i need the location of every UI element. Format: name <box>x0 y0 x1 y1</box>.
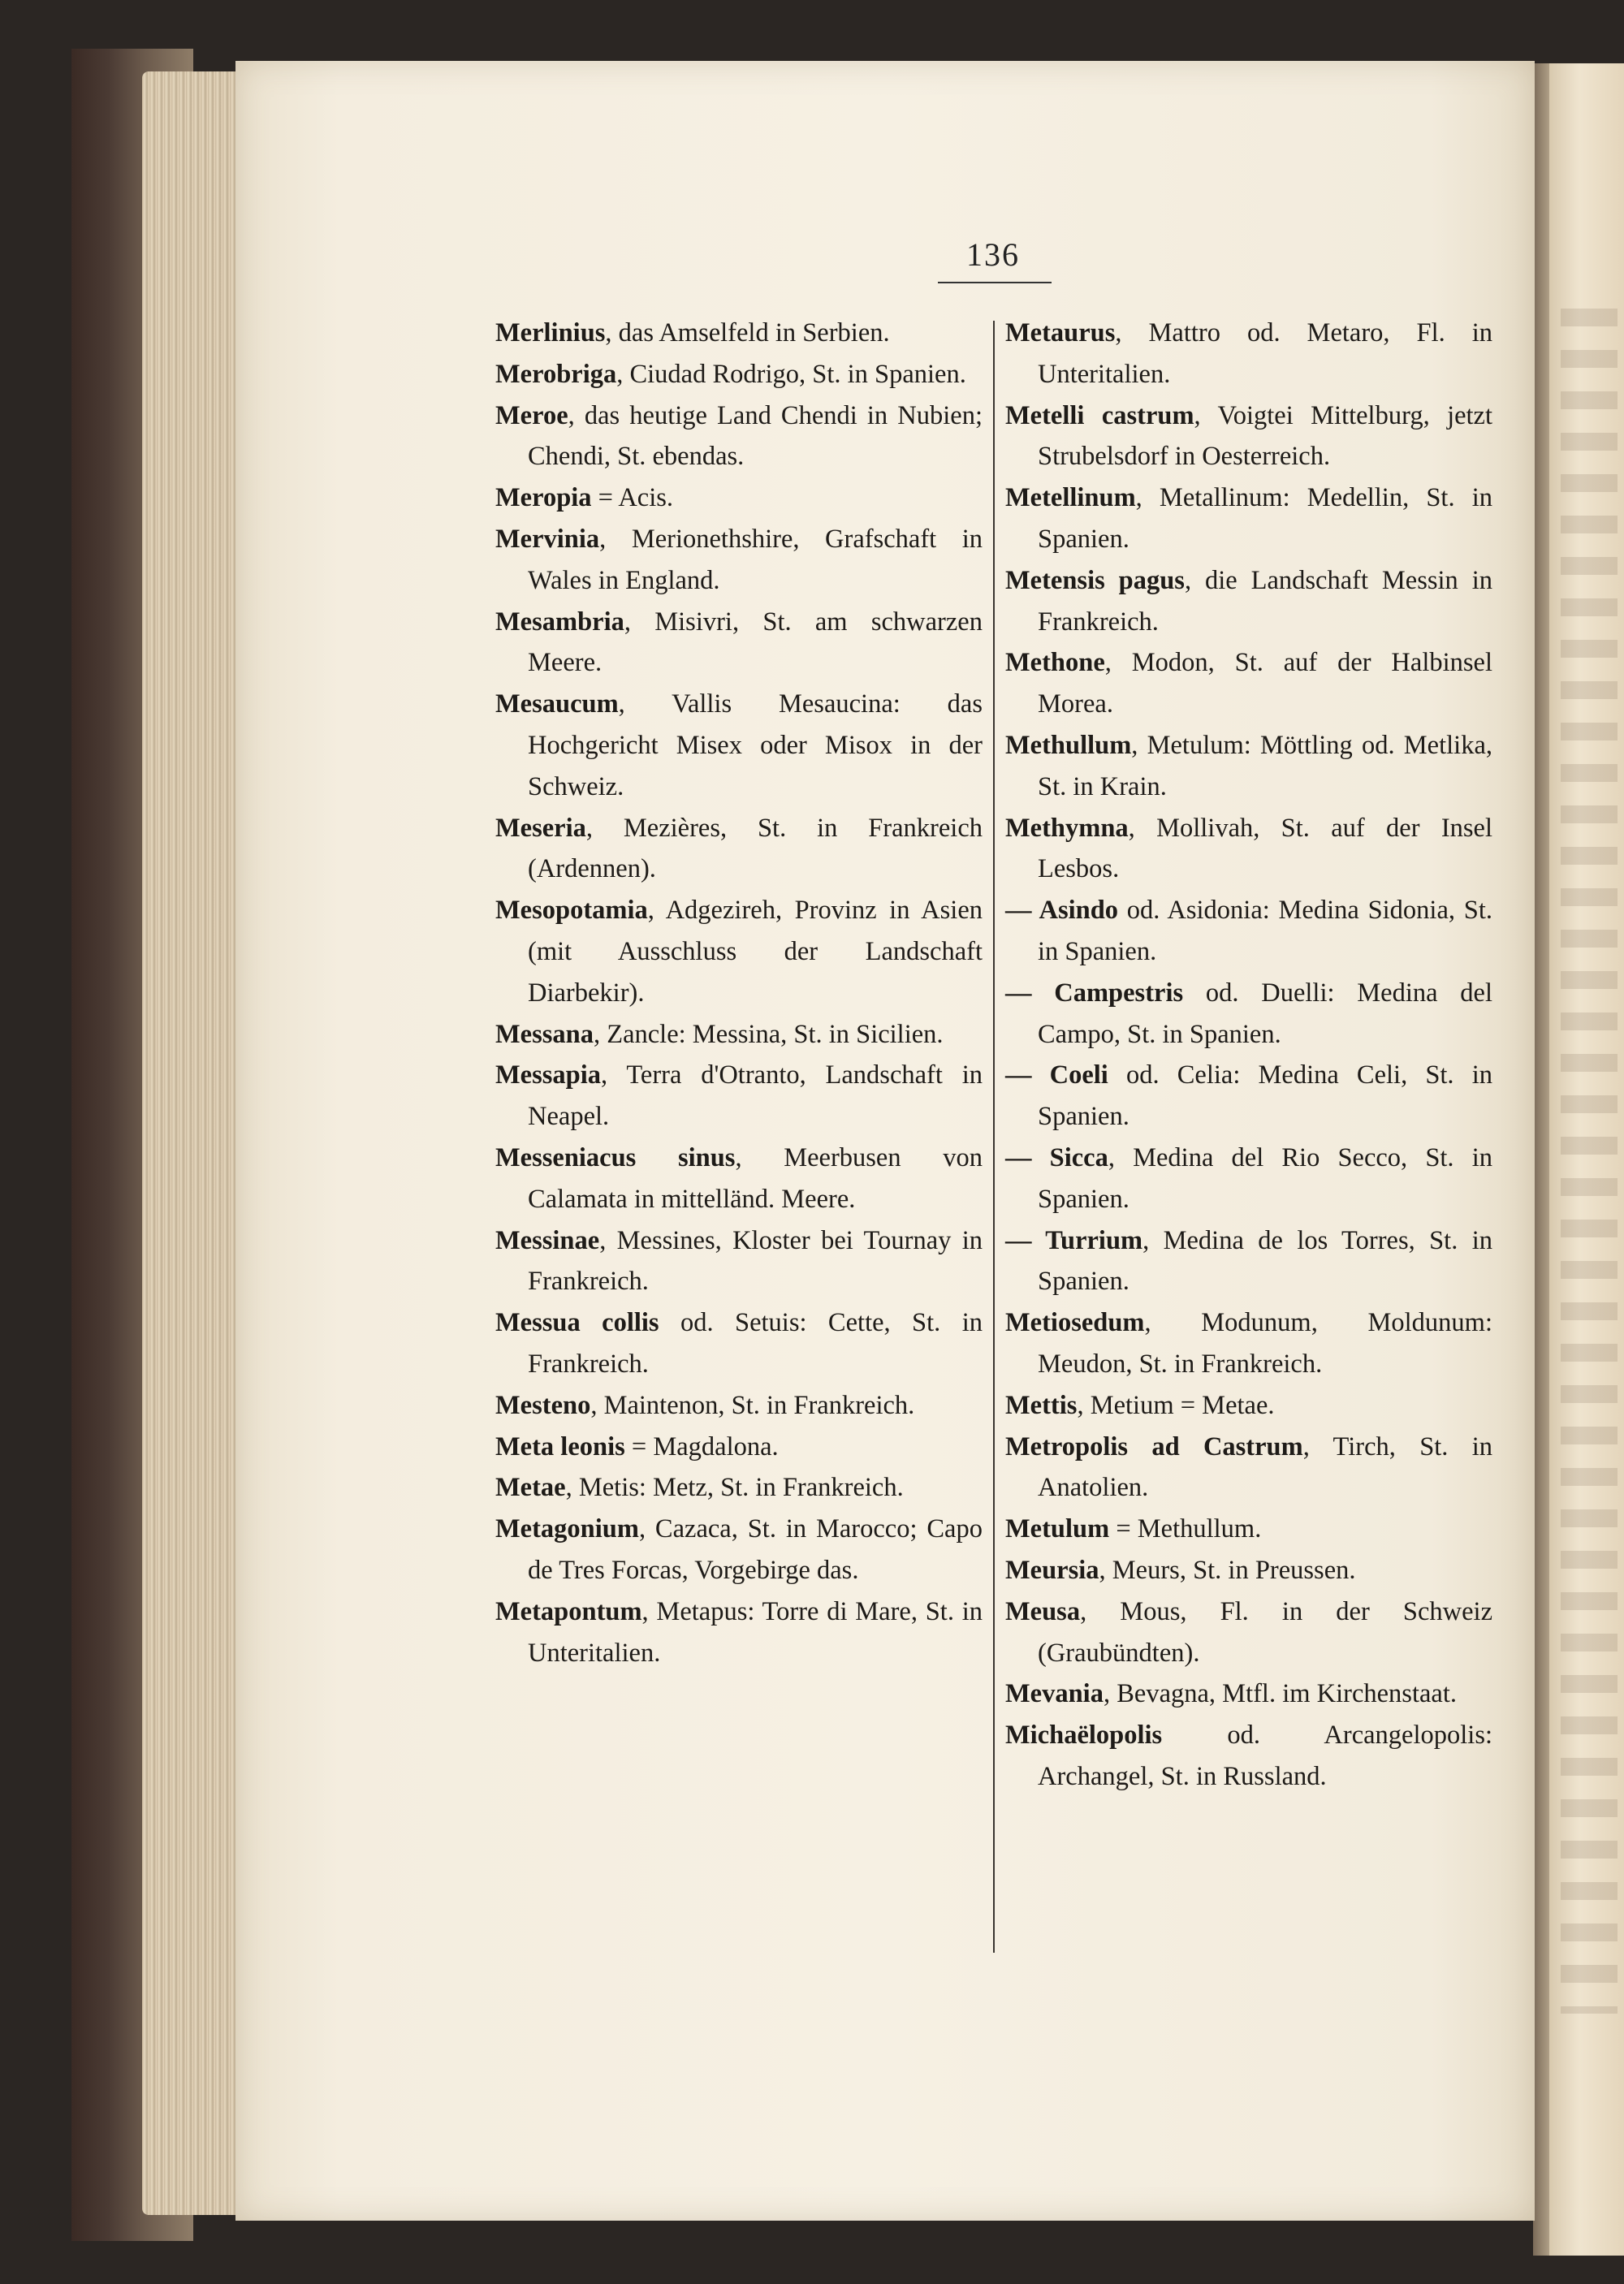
entry-text: , Cazaca, St. in Marocco; Capo de Tres Forcas, Vorgebirge das. <box>528 1514 983 1585</box>
right-column <box>1005 313 1492 1798</box>
entry-headword: Meropia <box>495 483 592 513</box>
entry-text: , Adgezireh, Provinz in Asien (mit Ausschluss der Landschaft Diarbekir). <box>528 896 983 1008</box>
entry-text: , Bevagna, Mtfl. im Kirchenstaat. <box>1103 1679 1457 1709</box>
entry-headword: Meusa <box>1005 1596 1081 1626</box>
dictionary-entry <box>1005 808 1492 891</box>
entry-text: , Metallinum: Medellin, St. in Spanien. <box>1038 483 1492 554</box>
dictionary-entry <box>495 890 983 1013</box>
entry-text: , Misivri, St. am schwarzen Meere. <box>528 607 983 678</box>
entry-headword: Merobriga <box>495 359 617 389</box>
column-divider <box>993 321 995 1953</box>
entry-headword: Meursia <box>1005 1555 1099 1585</box>
entry-text: , Metium = Metae. <box>1077 1390 1275 1420</box>
entry-headword: Metelli castrum <box>1005 400 1194 430</box>
dictionary-entry <box>495 1509 983 1591</box>
entry-text: , Mous, Fl. in der Schweiz (Graubündten). <box>1038 1596 1492 1668</box>
dictionary-entry <box>1005 1550 1492 1591</box>
entry-headword: Mevania <box>1005 1679 1104 1709</box>
entry-text: = Acis. <box>591 483 674 513</box>
entry-text: , Metapus: Torre di Mare, St. in Unteritalien. <box>528 1596 983 1668</box>
entry-text: , Voigtei Mittelburg, jetzt Strubelsdorf in Oesterreich. <box>1038 400 1493 472</box>
entry-text: , Messines, Kloster bei Tournay in Frankreich. <box>528 1225 983 1297</box>
dictionary-entry <box>1005 1673 1492 1715</box>
dictionary-entry <box>1005 890 1492 973</box>
entry-text: od. Arcangelopolis: Archangel, St. in Russland. <box>1038 1721 1492 1791</box>
entry-headword: Mesaucum <box>495 689 619 719</box>
dictionary-entry <box>495 1427 983 1468</box>
dictionary-entry <box>495 313 983 354</box>
dictionary-entry <box>1005 1138 1492 1220</box>
entry-text: , Merionethshire, Grafschaft in Wales in England. <box>528 524 983 595</box>
dictionary-entry <box>1005 1509 1492 1550</box>
dictionary-entry <box>495 477 983 519</box>
entry-headword: Mesambria <box>495 607 624 637</box>
entry-text: , Terra d'Otranto, Landschaft in Neapel. <box>528 1060 983 1132</box>
entry-text: , Maintenon, St. in Frankreich. <box>590 1390 915 1420</box>
entry-text: , Vallis Mesaucina: das Hochgericht Misex oder Misox in der Schweiz. <box>528 689 983 801</box>
entry-text: , Metulum: Möttling od. Metlika, St. in Krain. <box>1038 730 1492 801</box>
dictionary-entry <box>1005 1385 1492 1427</box>
entry-headword: Messeniacus sinus <box>495 1142 736 1172</box>
entry-headword: — Sicca <box>1005 1142 1108 1172</box>
entry-text: , Modon, St. auf der Halbinsel Morea. <box>1038 648 1492 719</box>
entry-headword: — Turrium <box>1005 1225 1143 1255</box>
entry-headword: Mervinia <box>495 524 600 554</box>
dictionary-entry <box>1005 560 1492 643</box>
entry-headword: Mesopotamia <box>495 896 648 926</box>
entry-headword: Meta leonis <box>495 1431 625 1462</box>
dictionary-entry <box>1005 1220 1492 1303</box>
entry-headword: Metiosedum <box>1005 1308 1145 1338</box>
dictionary-entry <box>1005 313 1492 395</box>
dictionary-entry <box>495 1385 983 1427</box>
dictionary-entry <box>495 1591 983 1674</box>
entry-text: , das heutige Land Chendi in Nubien; Chendi, St. ebendas. <box>528 400 983 472</box>
entry-text: od. Setuis: Cette, St. in Frankreich. <box>528 1308 983 1379</box>
dictionary-entry <box>495 1055 983 1138</box>
entry-headword: Metagonium <box>495 1514 639 1544</box>
entry-headword: Metapontum <box>495 1596 642 1626</box>
entry-text: od. Duelli: Medina del Campo, St. in Spanien. <box>1038 978 1492 1049</box>
entry-headword: Methone <box>1005 648 1105 678</box>
entry-text: , Medina de los Torres, St. in Spanien. <box>1038 1225 1492 1297</box>
entry-headword: Meroe <box>495 400 568 430</box>
dictionary-entry <box>1005 395 1492 478</box>
dictionary-entry <box>495 1138 983 1220</box>
page-number: 136 <box>966 236 1020 273</box>
entry-headword: Michaëlopolis <box>1005 1721 1163 1751</box>
dictionary-entry <box>495 395 983 478</box>
dictionary-entry <box>495 519 983 602</box>
dictionary-entry <box>1005 642 1492 725</box>
entry-text: , Tirch, St. in Anatolien. <box>1038 1431 1492 1503</box>
entry-text: , Medina del Rio Secco, St. in Spanien. <box>1038 1142 1492 1214</box>
entry-headword: Messinae <box>495 1225 600 1255</box>
entry-text: , Zancle: Messina, St. in Sicilien. <box>593 1019 944 1049</box>
entry-headword: Mesteno <box>495 1390 591 1420</box>
entry-headword: — Campestris <box>1005 978 1184 1008</box>
entry-headword: Merlinius <box>495 318 606 348</box>
entry-text: , Modunum, Moldunum: Meudon, St. in Frankreich. <box>1038 1308 1492 1379</box>
entry-text: , Mezières, St. in Frankreich (Ardennen). <box>528 813 983 884</box>
entry-headword: Messana <box>495 1019 594 1049</box>
dictionary-entry <box>495 1302 983 1385</box>
dictionary-entry <box>495 1014 983 1056</box>
entry-text: od. Asidonia: Medina Sidonia, St. in Spanien. <box>1038 896 1493 966</box>
left-column <box>495 313 983 1673</box>
entry-text: , Mattro od. Metaro, Fl. in Unteritalien. <box>1038 318 1492 389</box>
entry-text: , Meerbusen von Calamata in mittelländ. Meere. <box>528 1142 983 1214</box>
entry-headword: Messapia <box>495 1060 601 1090</box>
dictionary-entry <box>1005 973 1492 1056</box>
dictionary-entry <box>1005 1591 1492 1674</box>
entry-text: , Ciudad Rodrigo, St. in Spanien. <box>616 359 966 389</box>
entry-headword: Messua collis <box>495 1308 659 1338</box>
entry-headword: Metropolis ad Castrum <box>1005 1431 1303 1462</box>
entry-text: , Metis: Metz, St. in Frankreich. <box>565 1473 904 1503</box>
entry-text: , Mollivah, St. auf der Insel Lesbos. <box>1038 813 1492 884</box>
entry-headword: Metensis pagus <box>1005 565 1185 595</box>
entry-headword: Metellinum <box>1005 483 1136 513</box>
dictionary-entry <box>1005 1055 1492 1138</box>
entry-text: , das Amselfeld in Serbien. <box>605 318 890 348</box>
entry-headword: Mettis <box>1005 1390 1078 1420</box>
entry-text: , die Landschaft Messin in Frankreich. <box>1038 565 1493 637</box>
dictionary-entry <box>495 602 983 684</box>
dictionary-entry <box>495 1220 983 1303</box>
dictionary-entry <box>495 808 983 891</box>
dictionary-entry <box>495 684 983 807</box>
entry-headword: Metulum <box>1005 1514 1110 1544</box>
dictionary-entry <box>1005 1715 1492 1798</box>
entry-headword: Metaurus <box>1005 318 1116 348</box>
dictionary-entry <box>495 354 983 395</box>
dictionary-entry <box>1005 1427 1492 1509</box>
dictionary-entry <box>1005 1302 1492 1385</box>
entry-text: , Meurs, St. in Preussen. <box>1099 1555 1356 1585</box>
entry-text: od. Celia: Medina Celi, St. in Spanien. <box>1038 1060 1492 1132</box>
entry-headword: Meseria <box>495 813 586 843</box>
dictionary-entry <box>1005 477 1492 560</box>
dictionary-entry <box>495 1467 983 1509</box>
entry-headword: Methullum <box>1005 730 1132 760</box>
entry-headword: — Coeli <box>1005 1060 1108 1090</box>
entry-headword: — Asindo <box>1005 896 1119 926</box>
entry-headword: Metae <box>495 1473 566 1503</box>
page-number-rule <box>938 282 1052 283</box>
dictionary-entry <box>1005 725 1492 808</box>
entry-text: = Methullum. <box>1109 1514 1262 1544</box>
entry-headword: Methymna <box>1005 813 1129 843</box>
facing-page-show-through <box>1561 309 1618 2014</box>
entry-text: = Magdalona. <box>624 1431 779 1462</box>
